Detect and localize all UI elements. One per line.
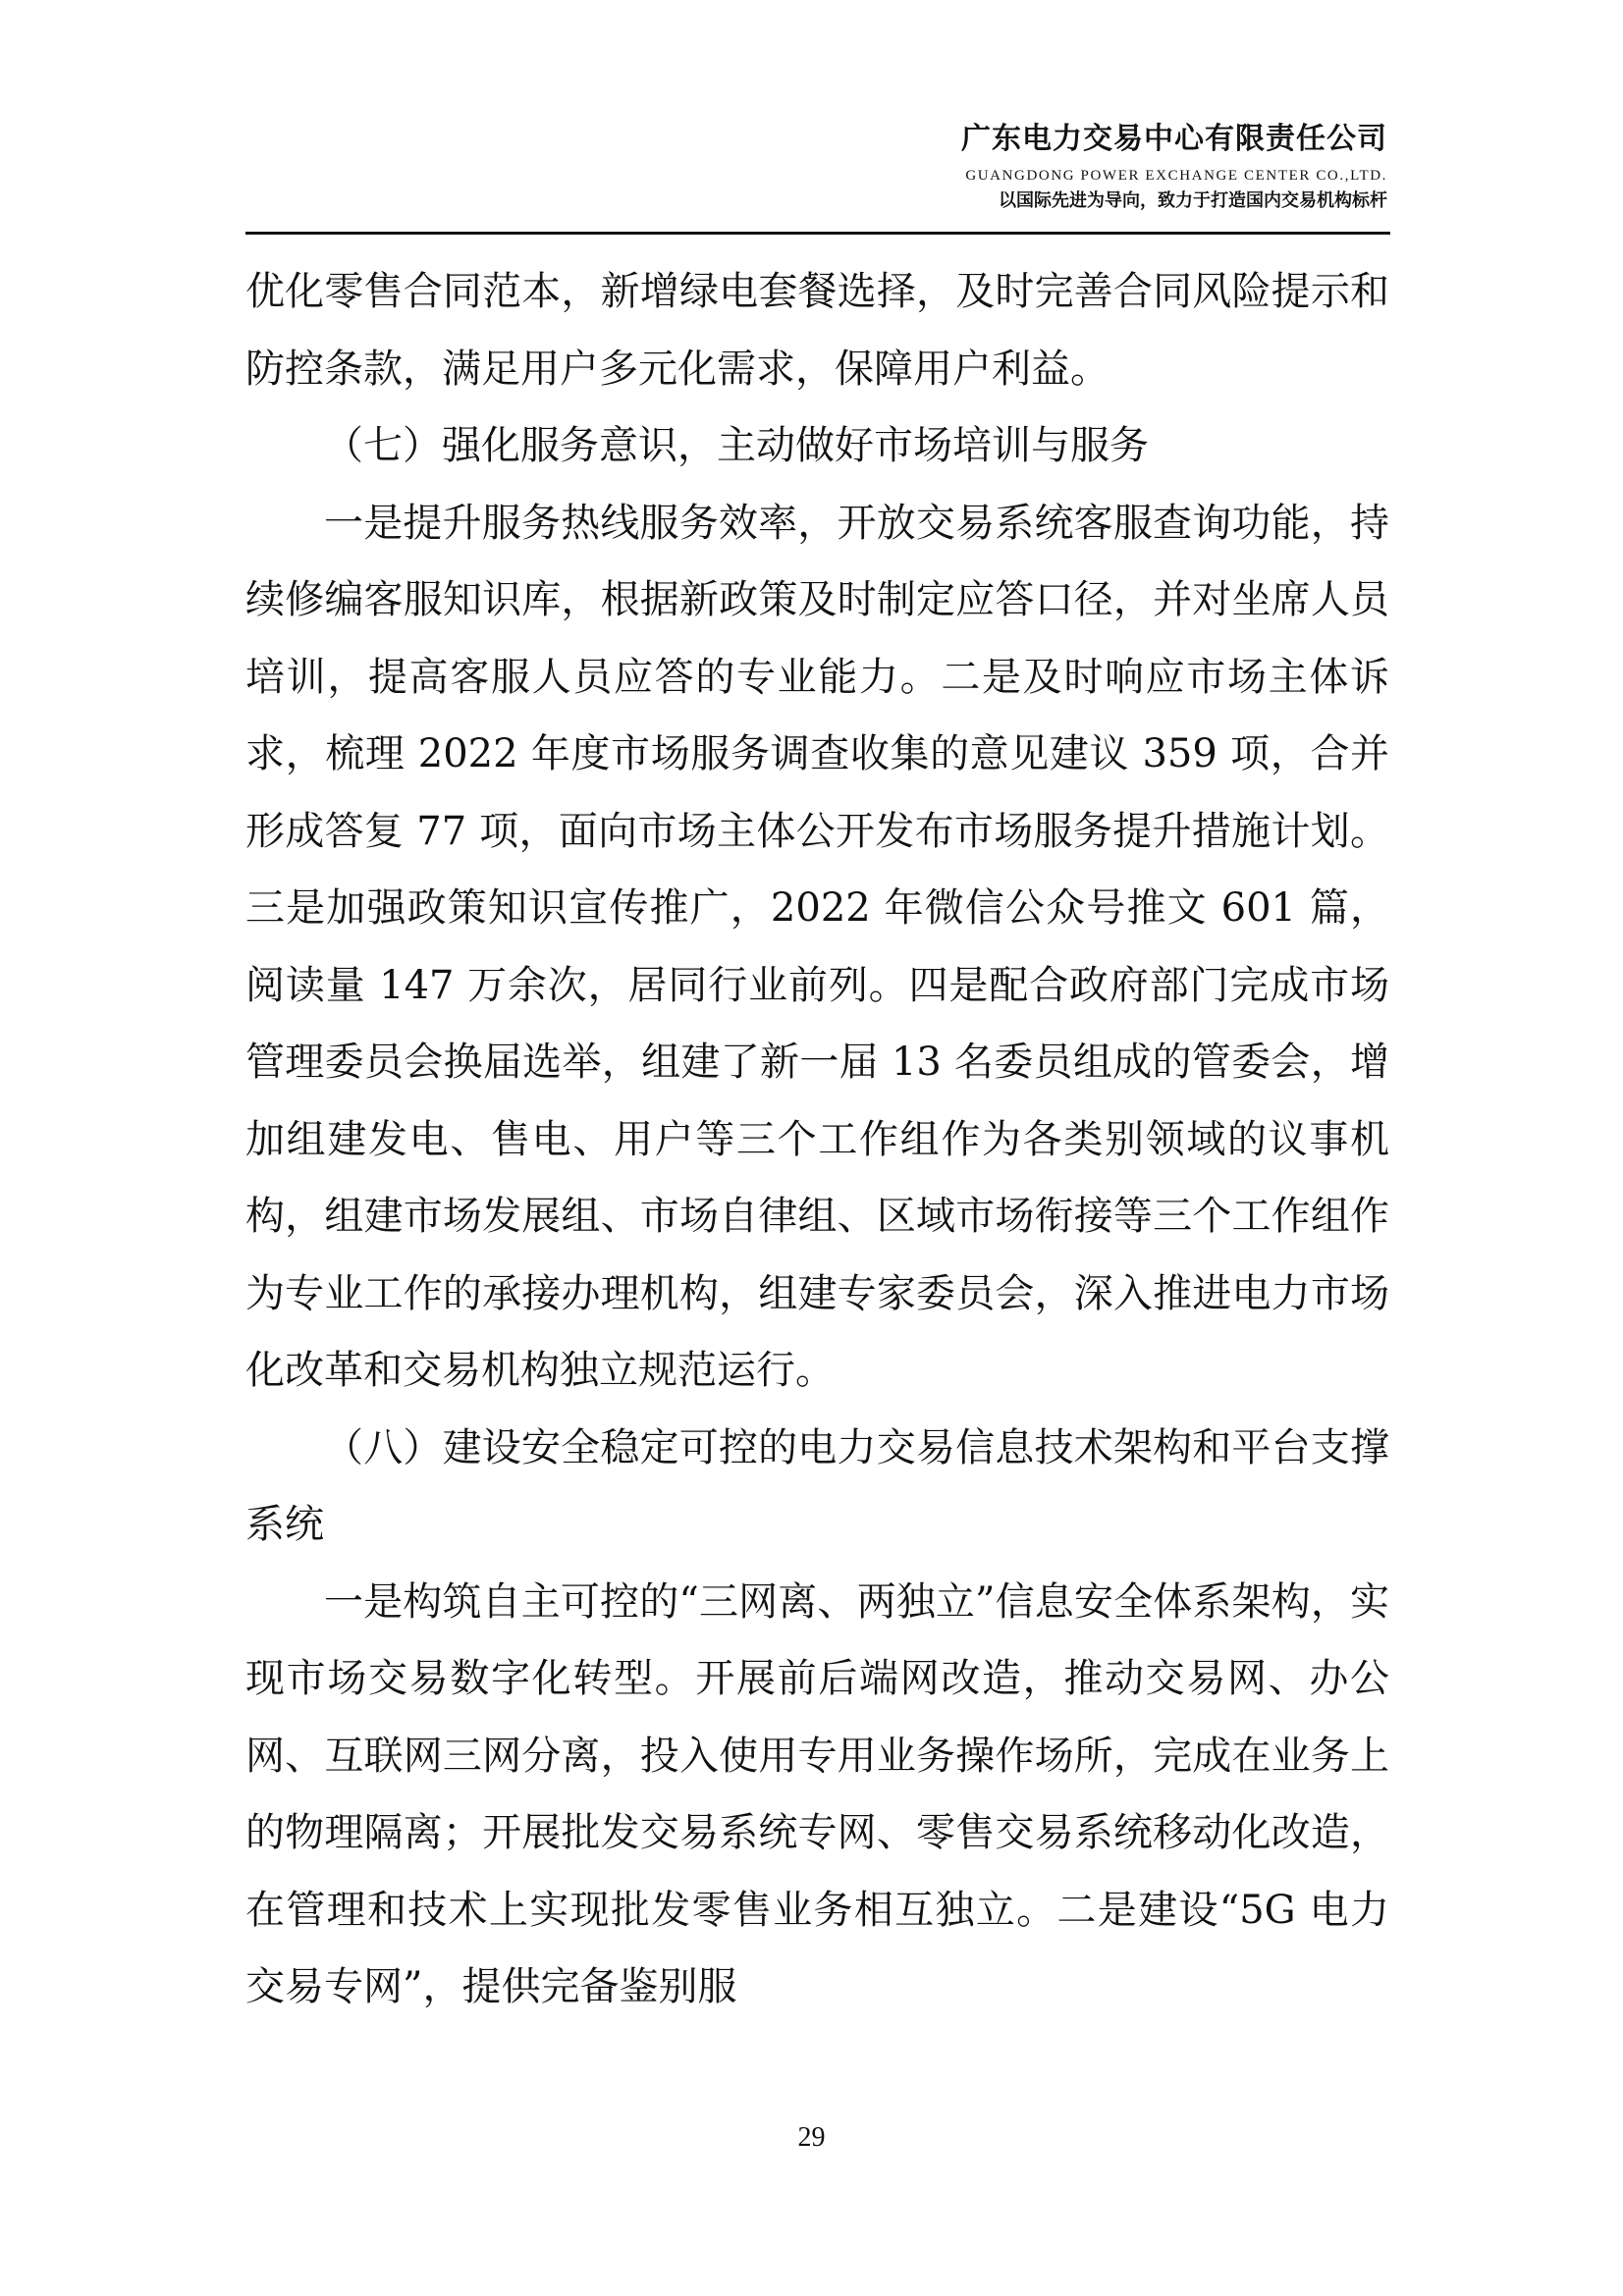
document-body (245, 253, 1389, 2026)
paragraph-service-measures: 一是提升服务热线服务效率，开放交易系统客服查询功能，持续修编客服知识库，根据新政策及时制定应答口径，并对坐席人员培训，提高客服人员应答的专业能力。二是及时响应市场主体诉求，梳理 2022 年度市场服务调查收集的意见建议 359 项，合并形成答复 77 项，面向市场主体公开发布市场服务提升措施计划。三是加强政策知识宣传推广，2022 年微信公众号推文 601 篇，阅读量 147 万余次，居同行业前列。四是配合政府部门完成市场管理委员会换届选举，组建了新一届 13 名委员组成的管委会，增加组建发电、售电、用户等三个工作组作为各类别领域的议事机构，组建市场发展组、市场自律组、区域市场衔接等三个工作组作为专业工作的承接办理机构，组建专家委员会，深入推进电力市场化改革和交易机构独立规范运行。 (245, 500, 1389, 1393)
company-name-english: GUANGDONG POWER EXCHANGE CENTER CO.,LTD. (965, 168, 1387, 184)
paragraph-continuation: 优化零售合同范本，新增绿电套餐选择，及时完善合同风险提示和防控条款，满足用户多元化需求，保障用户利益。 (245, 269, 1389, 392)
paragraph-it-architecture: 一是构筑自主可控的“三网离、两独立”信息安全体系架构，实现市场交易数字化转型。开展前后端网改造，推动交易网、办公网、互联网三网分离，投入使用专用业务操作场所，完成在业务上的物理隔离；开展批发交易系统专网、零售交易系统移动化改造，在管理和技术上实现批发零售业务相互独立。二是建设“5G 电力交易专网”，提供完备鉴别服 (245, 1578, 1389, 2009)
page-header (961, 120, 1387, 214)
company-slogan: 以国际先进为导向，致力于打造国内交易机构标杆 (999, 190, 1387, 211)
page-number: 29 (797, 2122, 826, 2153)
section-heading-8: （八）建设安全稳定可控的电力交易信息技术架构和平台支撑系统 (245, 1424, 1389, 1547)
header-divider (245, 232, 1390, 235)
section-heading-7: （七）强化服务意识，主动做好市场培训与服务 (324, 423, 1149, 468)
company-name-chinese: 广东电力交易中心有限责任公司 (961, 122, 1387, 156)
